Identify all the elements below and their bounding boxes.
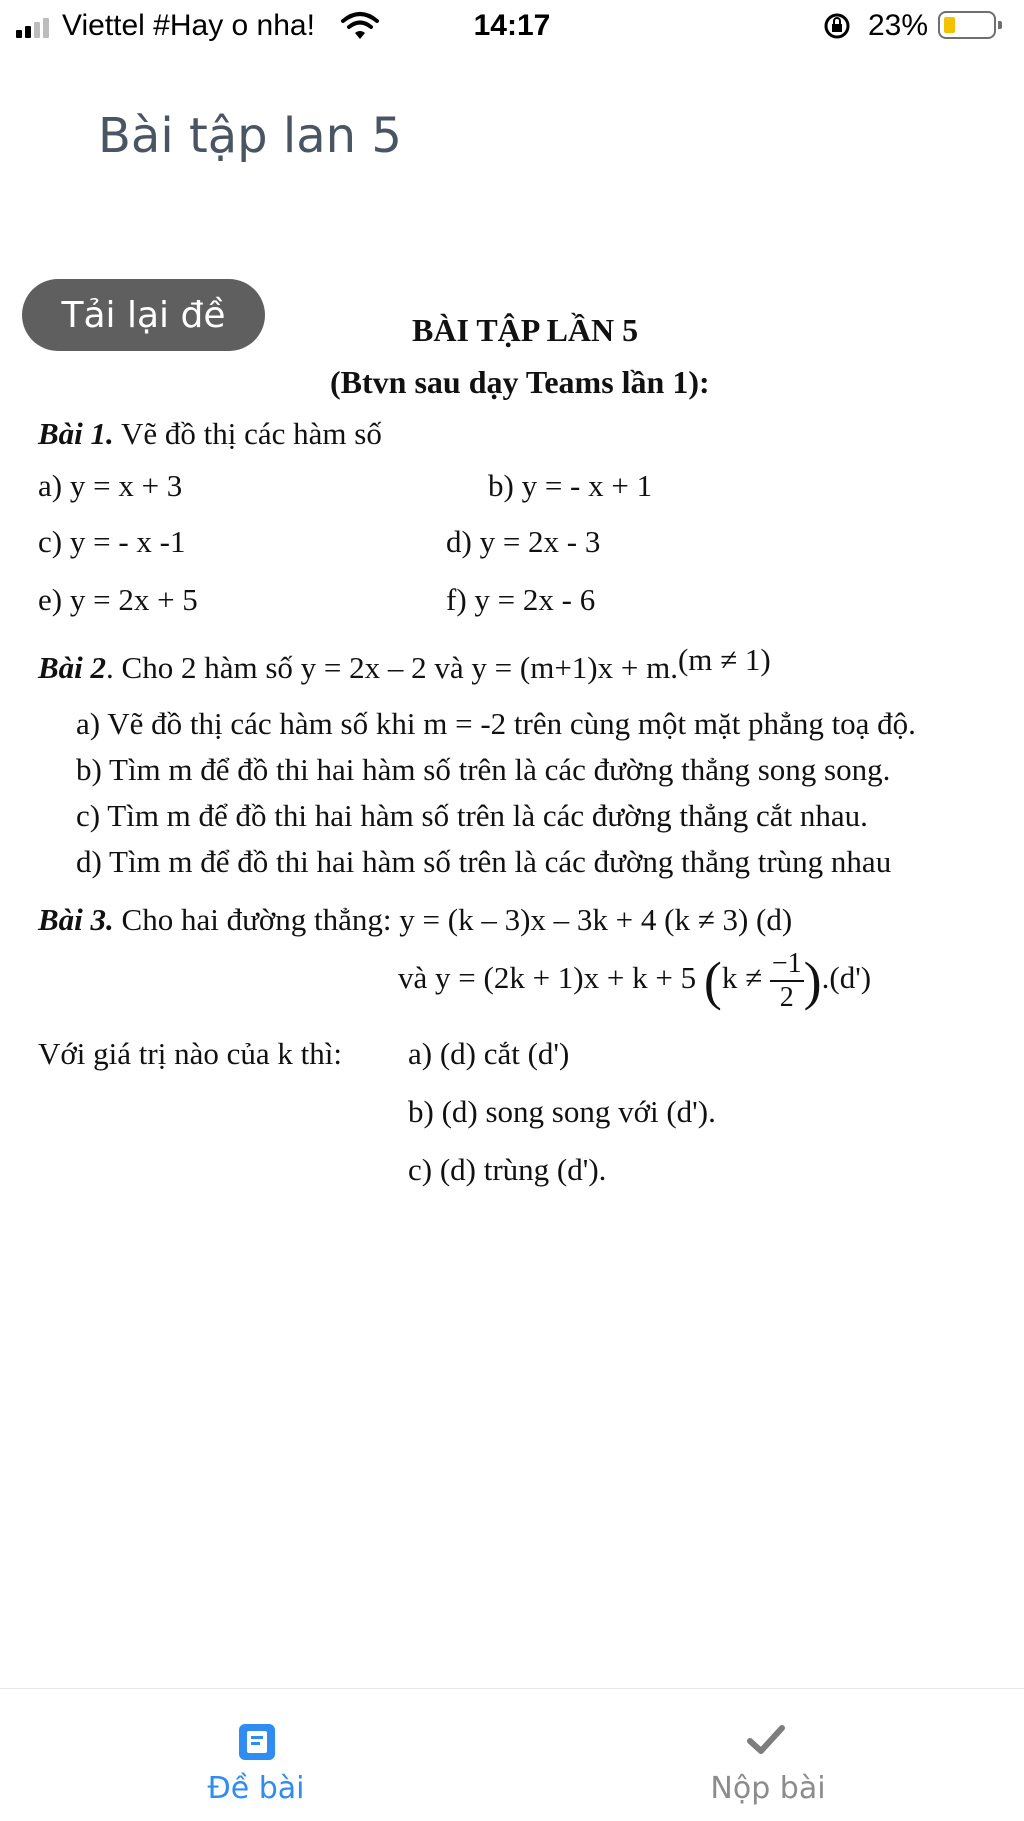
page-title: Bài tập lan 5 <box>98 108 402 164</box>
tab-submit-label: Nộp bài <box>710 1771 826 1806</box>
bai1-heading: Bài 1. Vẽ đồ thị các hàm số <box>38 416 382 451</box>
bai3-item-c: c) (d) trùng (d'). <box>408 1152 607 1187</box>
bai2-item-c: c) Tìm m để đồ thi hai hàm số trên là các đường thẳng cắt nhau. <box>76 798 868 833</box>
bai3-line2: và y = (2k + 1)x + k + 5 (k ≠ $\frac{-1}{2}$ ).(d') <box>398 948 872 1013</box>
checkmark-icon <box>746 1723 786 1757</box>
document-icon <box>238 1723 276 1761</box>
bai1-item-f: f) y = 2x - 6 <box>446 582 596 617</box>
bottom-tab-bar <box>0 1688 1024 1821</box>
clock: 14:17 <box>473 9 551 42</box>
tab-assignment[interactable] <box>0 1689 512 1821</box>
bai1-item-b: b) y = - x + 1 <box>488 468 653 503</box>
bai2-item-a: a) Vẽ đồ thị các hàm số khi m = -2 trên cùng một mặt phẳng toạ độ. <box>76 706 916 741</box>
bai1-item-d: d) y = 2x - 3 <box>446 524 601 559</box>
reload-assignment-button[interactable]: Tải lại đề <box>22 279 265 351</box>
document-subtitle: (Btvn sau dạy Teams lần 1): <box>330 364 710 400</box>
document-title: BÀI TẬP LẦN 5 <box>412 312 639 348</box>
bai3-question: Với giá trị nào của k thì: <box>38 1036 342 1071</box>
carrier-name: Viettel #Hay o nha! <box>62 9 315 42</box>
bai3-item-b: b) (d) song song với (d'). <box>408 1094 716 1129</box>
bai2-item-b: b) Tìm m để đồ thi hai hàm số trên là các đường thẳng song song. <box>76 752 891 787</box>
bai3-heading: Bài 3. Cho hai đường thẳng: y = (k – 3)x – 3k + 4 (k ≠ 3) (d) <box>38 902 793 937</box>
bai3-item-a: a) (d) cắt (d') <box>408 1036 570 1071</box>
battery-percentage: 23% <box>868 9 929 42</box>
bai1-item-c: c) y = - x -1 <box>38 524 186 559</box>
bai2-item-d: d) Tìm m để đồ thi hai hàm số trên là các đường thẳng trùng nhau <box>76 844 892 879</box>
bai1-item-a: a) y = x + 3 <box>38 468 183 503</box>
bai2-heading: Bài 2. Cho 2 hàm số y = 2x – 2 và y = (m+1)x + m.(m ≠ 1) <box>38 642 771 685</box>
tab-assignment-label: Đề bài <box>207 1771 305 1806</box>
tab-submit[interactable] <box>512 1689 1024 1821</box>
bai1-item-e: e) y = 2x + 5 <box>38 582 198 617</box>
fraction-minus-one-half: $\frac{-1}{2}$ <box>771 948 802 1013</box>
